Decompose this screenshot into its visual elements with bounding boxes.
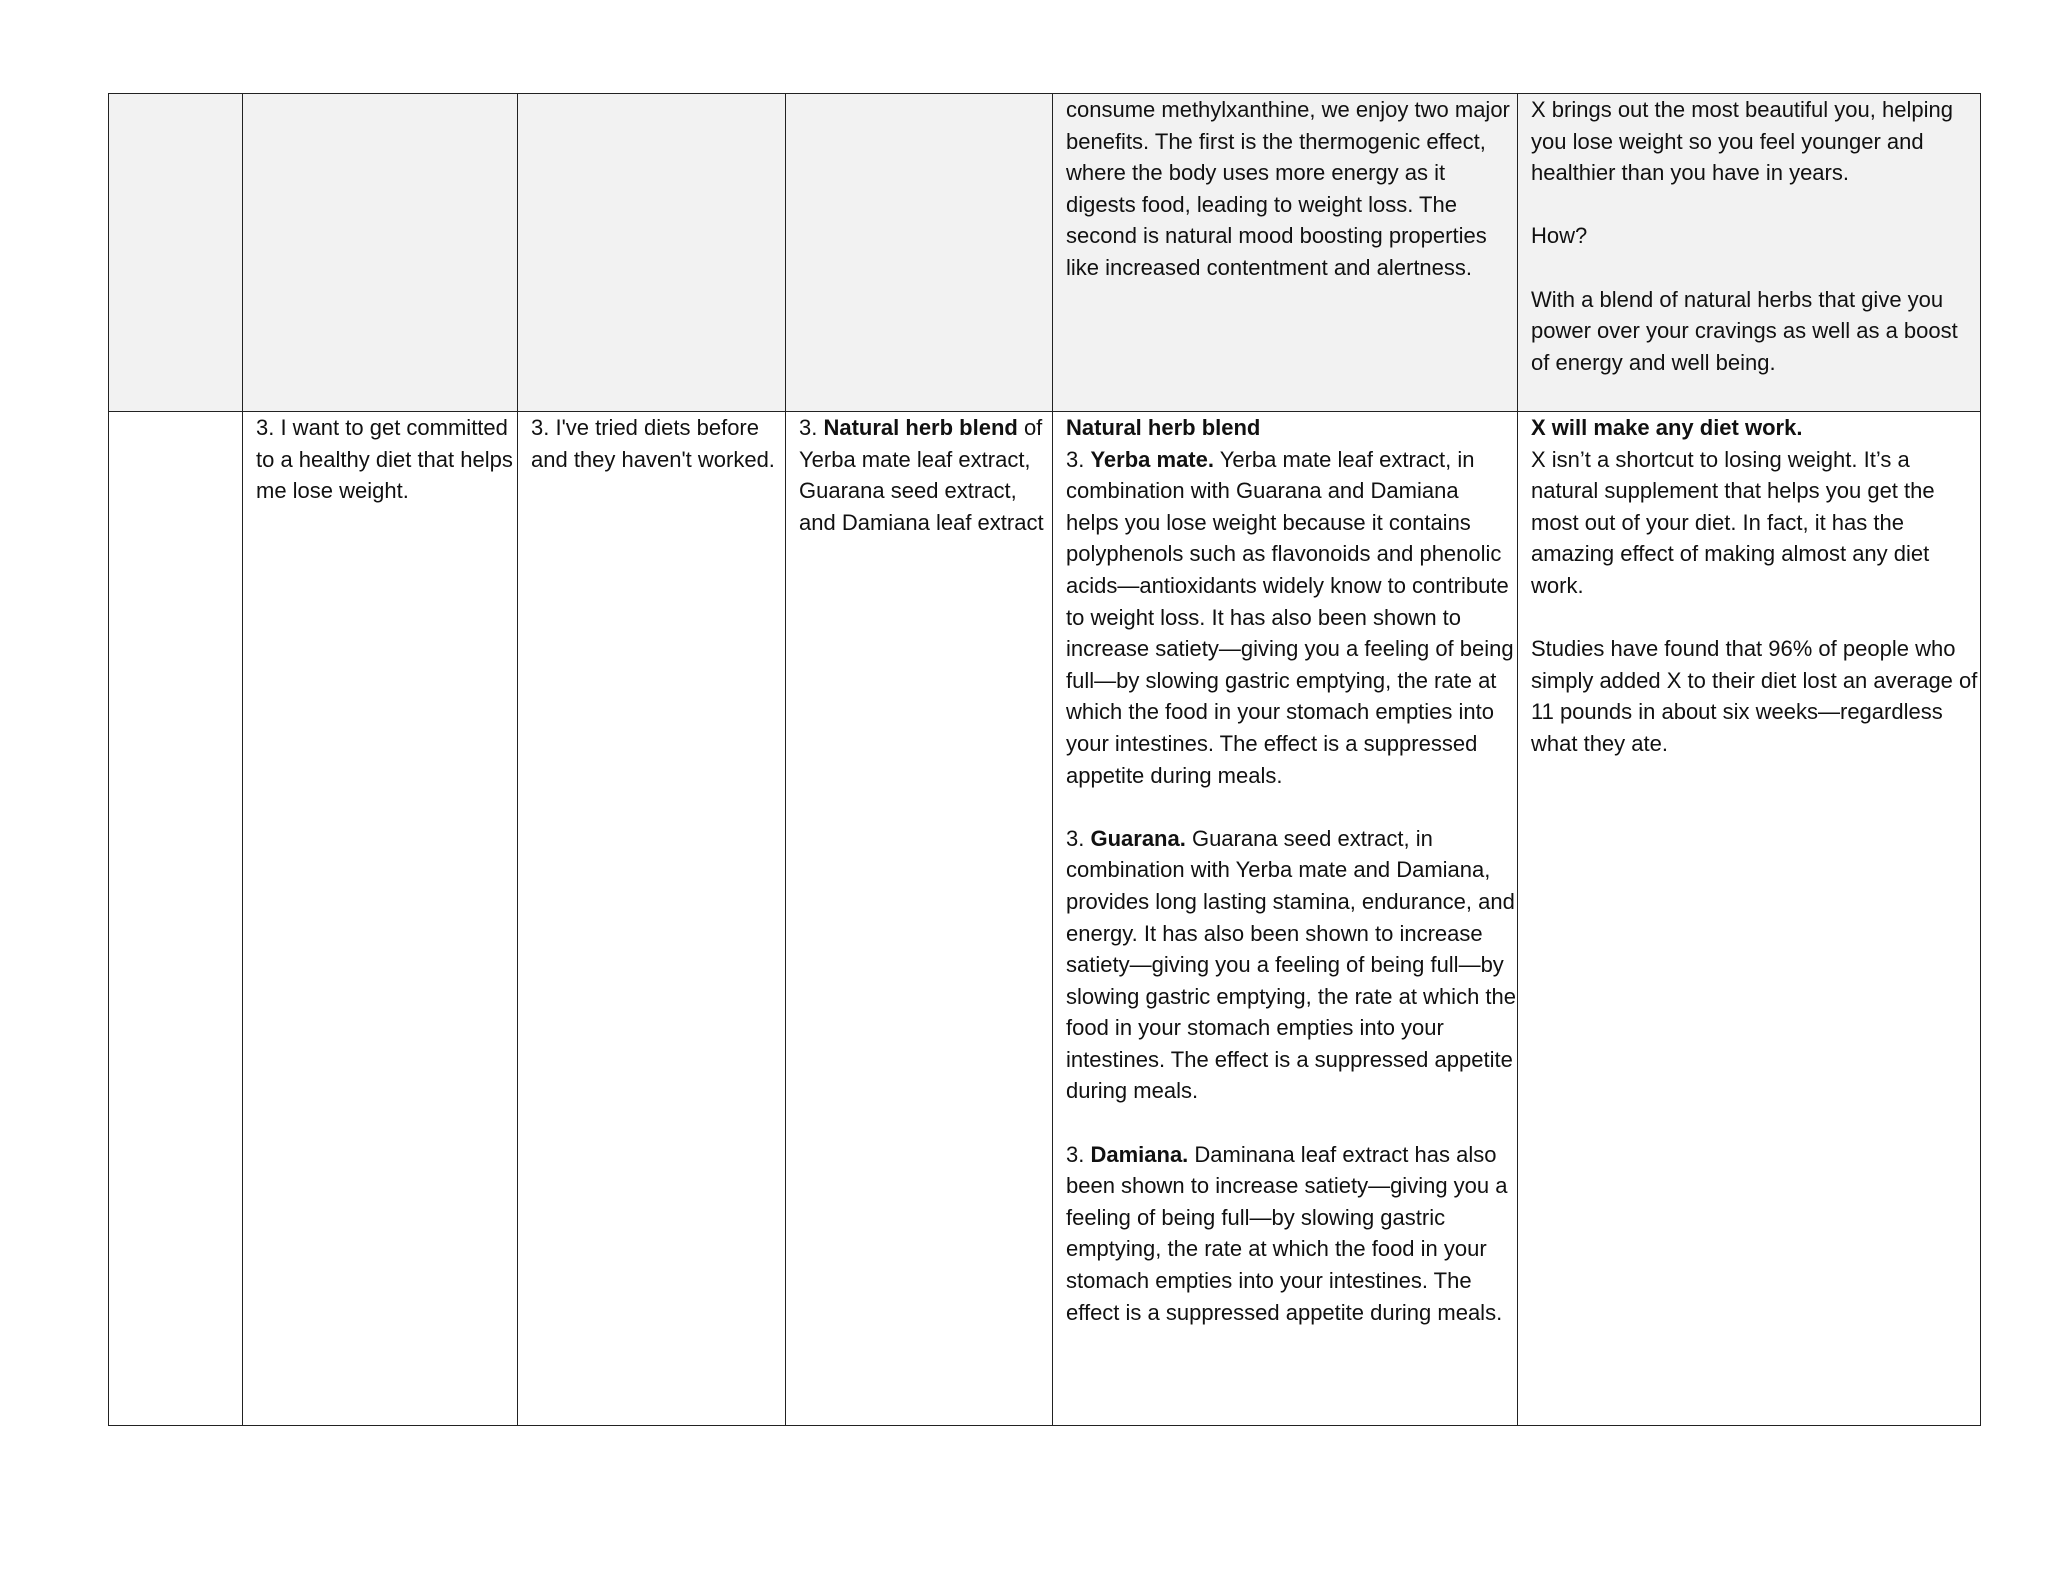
table-cell (109, 94, 243, 412)
table-row (109, 94, 1981, 412)
damiana-paragraph: 3. Damiana. Daminana leaf extract has also been shown to increase satiety—giving you a feeling of being full—by slowing gastric emptying, the rate at which the food in your stomach empties into your intestines. The effect is a suppressed appetite during meals. (1066, 1141, 1508, 1325)
benefit-studies: Studies have found that 96% of people who simply added X to their diet lost an average of 11 pounds in about six weeks—regardless what they ate. (1531, 636, 1978, 756)
objection-cell (518, 412, 786, 1426)
table-cell (243, 94, 518, 412)
table-row (109, 412, 1981, 1426)
benefit-cell (1518, 94, 1981, 412)
table-cell (109, 412, 243, 1426)
ingredient-cell (786, 412, 1053, 1426)
yerba-mate-paragraph: 3. Yerba mate. Yerba mate leaf extract, in combination with Guarana and Damiana helps you lose weight because it contains polyphenols such as flavonoids and phenolic acids—antioxidants widely know to contribute to weight loss. It has also been shown to increase satiety—giving you a feeling of being full—by slowing gastric emptying, the rate at which the food in your stomach empties into your intestines. The effect is a suppressed appetite during meals. (1066, 446, 1514, 788)
copy-table (108, 93, 1981, 1426)
table-cell (786, 94, 1053, 412)
benefit-body: X isn’t a shortcut to losing weight. It’s a natural supplement that helps you get the most out of your diet. In fact, it has the amazing effect of making almost any diet work. (1531, 446, 1935, 598)
mechanism-heading: Natural herb blend (1066, 415, 1261, 440)
benefit-heading: X will make any diet work. (1531, 415, 1803, 440)
desire-cell (243, 412, 518, 1426)
guarana-paragraph: 3. Guarana. Guarana seed extract, in combination with Yerba mate and Damiana, provides long lasting stamina, endurance, and energy. It has also been shown to increase satiety—giving you a feeling of being full—by slowing gastric emptying, the rate at which the food in your stomach empties into your intestines. The effect is a suppressed appetite during meals. (1066, 825, 1517, 1104)
benefit-question: How? (1531, 223, 1588, 249)
table-cell (518, 94, 786, 412)
benefit-cell (1518, 412, 1981, 1426)
ingredient-text: 3. Natural herb blend of Yerba mate leaf extract, Guarana seed extract, and Damiana leaf extract (799, 415, 1044, 535)
benefit-answer: With a blend of natural herbs that give you power over your cravings as well as a boost of energy and well being. (1531, 286, 1958, 375)
mechanism-cell (1053, 94, 1518, 412)
objection-text: 3. I've tried diets before and they haven't worked. (531, 415, 775, 472)
benefit-text: X brings out the most beautiful you, helping you lose weight so you feel younger and healthier than you have in years. (1531, 97, 1953, 186)
mechanism-text: consume methylxanthine, we enjoy two major benefits. The first is the thermogenic effect, where the body uses more energy as it digests food, leading to weight loss. The second is natural mood boosting properties like increased contentment and alertness. (1066, 97, 1510, 280)
desire-text: 3. I want to get committed to a healthy diet that helps me lose weight. (256, 415, 513, 504)
mechanism-cell (1053, 412, 1518, 1426)
ingredient-bold: Natural herb blend (823, 415, 1018, 440)
